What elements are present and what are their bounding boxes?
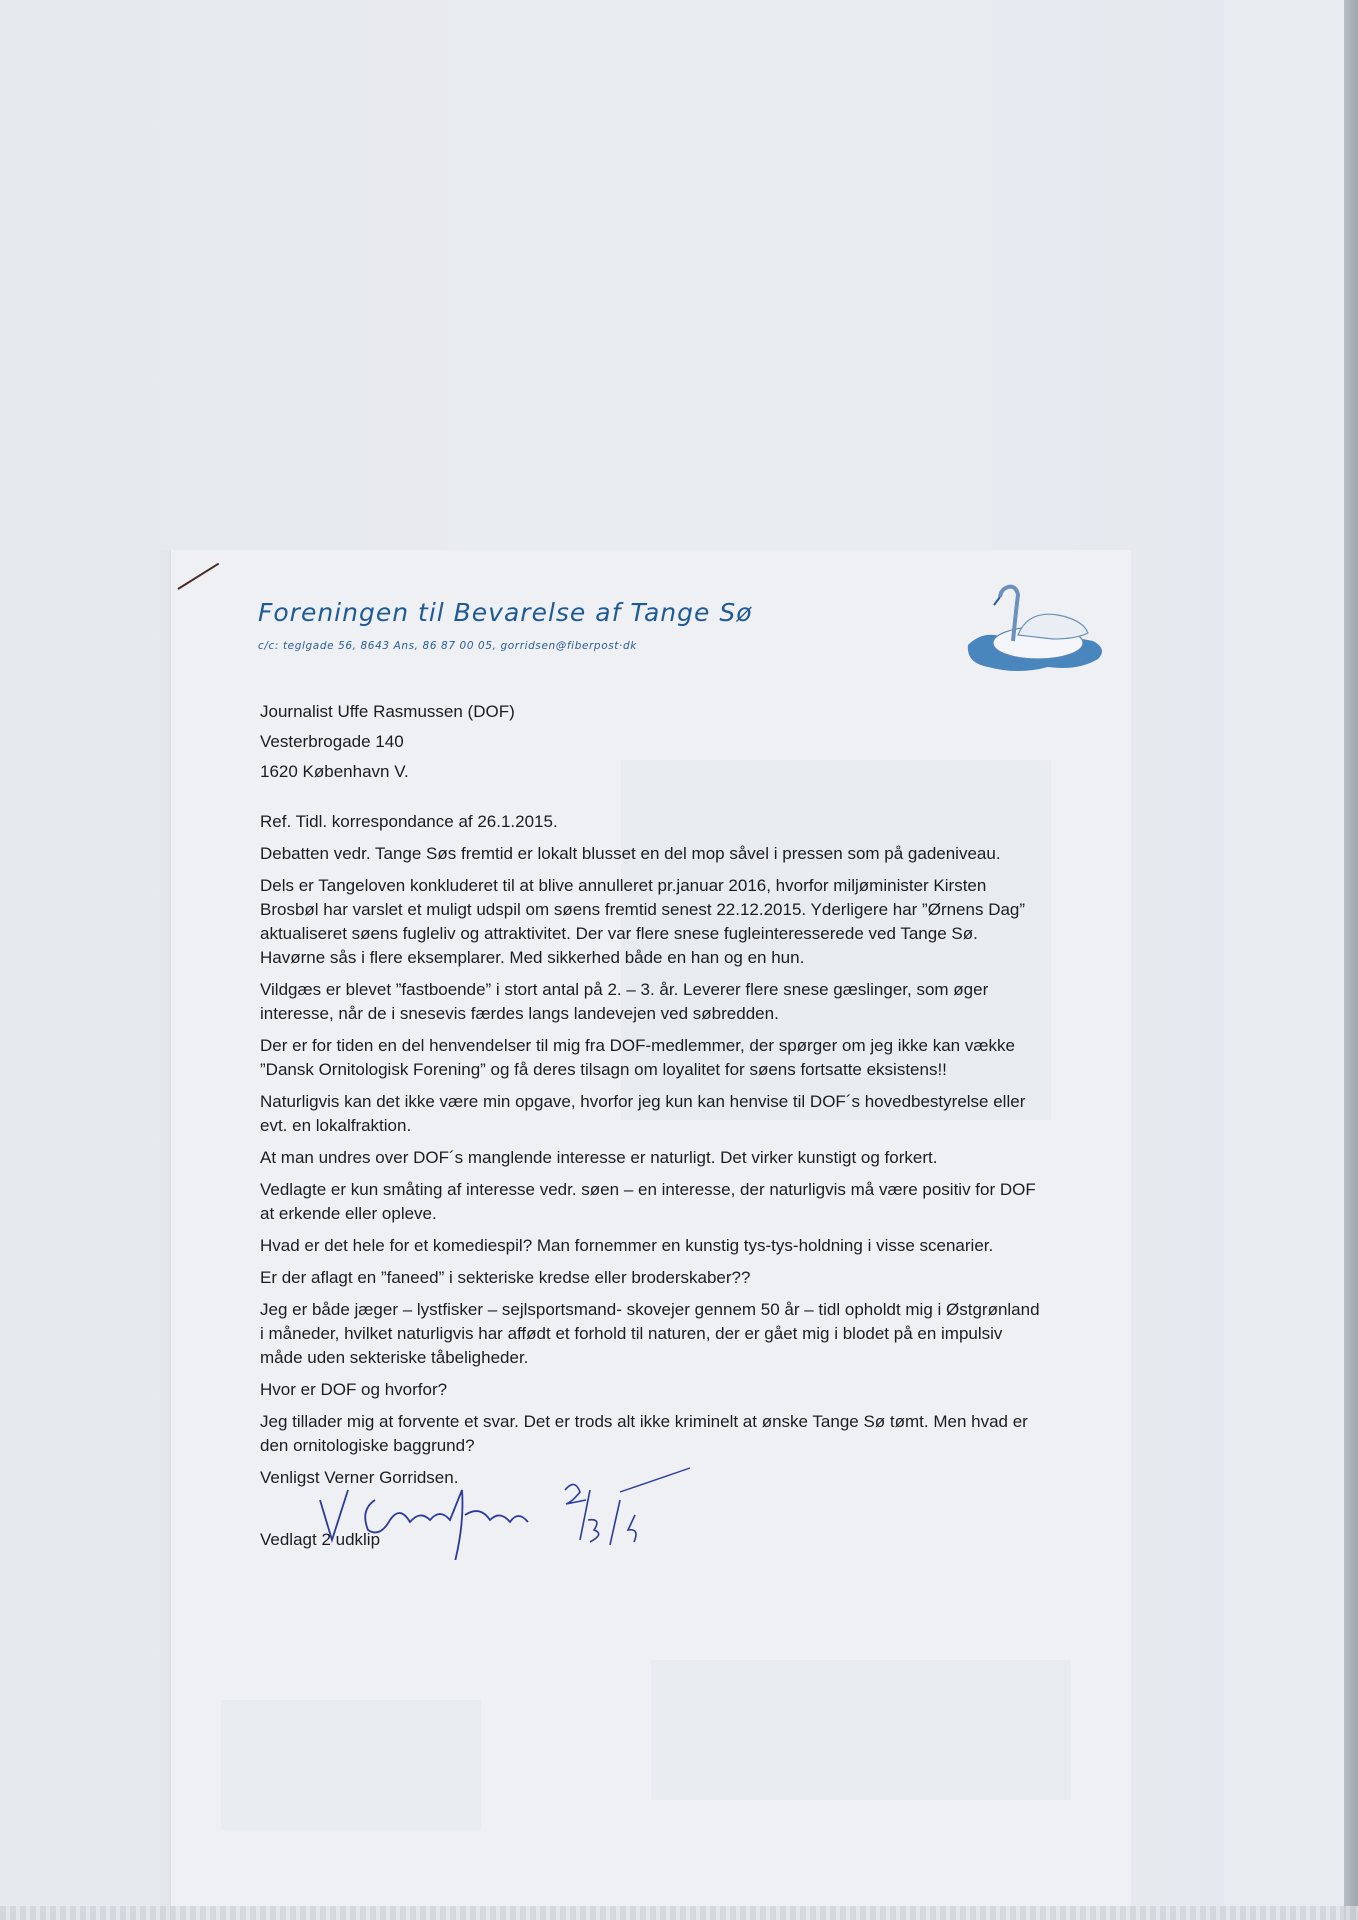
- paragraph: Debatten vedr. Tange Søs fremtid er lokalt blusset en del mop såvel i pressen som på gadeniveau.: [260, 844, 1001, 863]
- recipient-address: [260, 700, 1040, 784]
- recipient-name: Journalist Uffe Rasmussen (DOF): [260, 702, 515, 721]
- swan-head: [994, 597, 1000, 605]
- paragraph: Naturligvis kan det ikke være min opgave, hvorfor jeg kun kan henvise til DOF´s hovedbestyrelse eller evt. en lokalfraktion.: [260, 1092, 1026, 1135]
- paragraph: Vedlagte er kun småting af interesse vedr. søen – en interesse, der naturligvis må være positiv for DOF at erkende eller opleve.: [260, 1180, 1036, 1223]
- scanner-bottom-edge: [0, 1906, 1358, 1920]
- enclosure-note: Vedlagt 2 udklip: [260, 1530, 381, 1549]
- show-through-clipping: [651, 1660, 1071, 1800]
- organization-contact: c/c: teglgade 56, 8643 Ans, 86 87 00 05, gorridsen@fiberpost·dk: [258, 640, 637, 652]
- recipient-city: 1620 København V.: [260, 762, 409, 781]
- signature-block: [260, 1466, 1040, 1556]
- show-through-clipping: [221, 1700, 481, 1830]
- paragraph: Jeg er både jæger – lystfisker – sejlsportsmand- skovejer gennem 50 år – tidl opholdt mig i Østgrønland i måneder, hvilket naturligvis har affødt et forhold til naturen, der er gået mig i blodet på en impulsiv måde uden sekteriske tåbeligheder.: [260, 1300, 1040, 1367]
- paragraph: Hvad er det hele for et komediespil? Man fornemmer en kunstig tys-tys-holdning i visse scenarier.: [260, 1236, 994, 1255]
- swan-icon: [958, 575, 1108, 680]
- scanner-background-strip: [1224, 0, 1344, 1920]
- reference-line: Ref. Tidl. korrespondance af 26.1.2015.: [260, 812, 558, 831]
- letter-body: [260, 700, 1040, 1556]
- paragraph: Hvor er DOF og hvorfor?: [260, 1380, 448, 1399]
- sheet-shadow: [160, 550, 170, 1920]
- recipient-street: Vesterbrogade 140: [260, 732, 404, 751]
- closing-greeting: Venligst Verner Gorridsen.: [260, 1468, 459, 1487]
- paragraph: Der er for tiden en del henvendelser til mig fra DOF-medlemmer, der spørger om jeg ikke kan vække ”Dansk Ornitologisk Forening” og få deres tilsagn om loyalitet for søens fortsatte eksistens!!: [260, 1036, 1015, 1079]
- paragraph: Vildgæs er blevet ”fastboende” i stort antal på 2. – 3. år. Leverer flere snese gæslinger, som øger interesse, når de i snesevis færdes langs landevejen ved søbredden.: [260, 980, 989, 1023]
- organization-name: Foreningen til Bevarelse af Tange Sø: [258, 598, 753, 627]
- paragraph: Er der aflagt en ”faneed” i sekteriske kredse eller broderskaber??: [260, 1268, 751, 1287]
- scanner-edge: [1344, 0, 1358, 1920]
- paragraph: Jeg tillader mig at forvente et svar. Det er trods alt ikke kriminelt at ønske Tange Sø tømt. Men hvad er den ornitologiske baggrund?: [260, 1412, 1028, 1455]
- swan-wing: [1018, 614, 1088, 639]
- paragraph: At man undres over DOF´s manglende interesse er naturligt. Det virker kunstigt og forkert.: [260, 1148, 938, 1167]
- paragraph: Dels er Tangeloven konkluderet til at blive annulleret pr.januar 2016, hvorfor miljøminister Kirsten Brosbøl har varslet et muligt udspil om søens fremtid senest 22.12.2015. Yderligere har ”Ørnens Dag” aktualiseret søens fugleliv og attraktivitet. Der var flere snese fugleinteresserede ved Tange Sø. Havørne sås i flere eksemplarer. Med sikkerhed både en han og en hun.: [260, 876, 1026, 967]
